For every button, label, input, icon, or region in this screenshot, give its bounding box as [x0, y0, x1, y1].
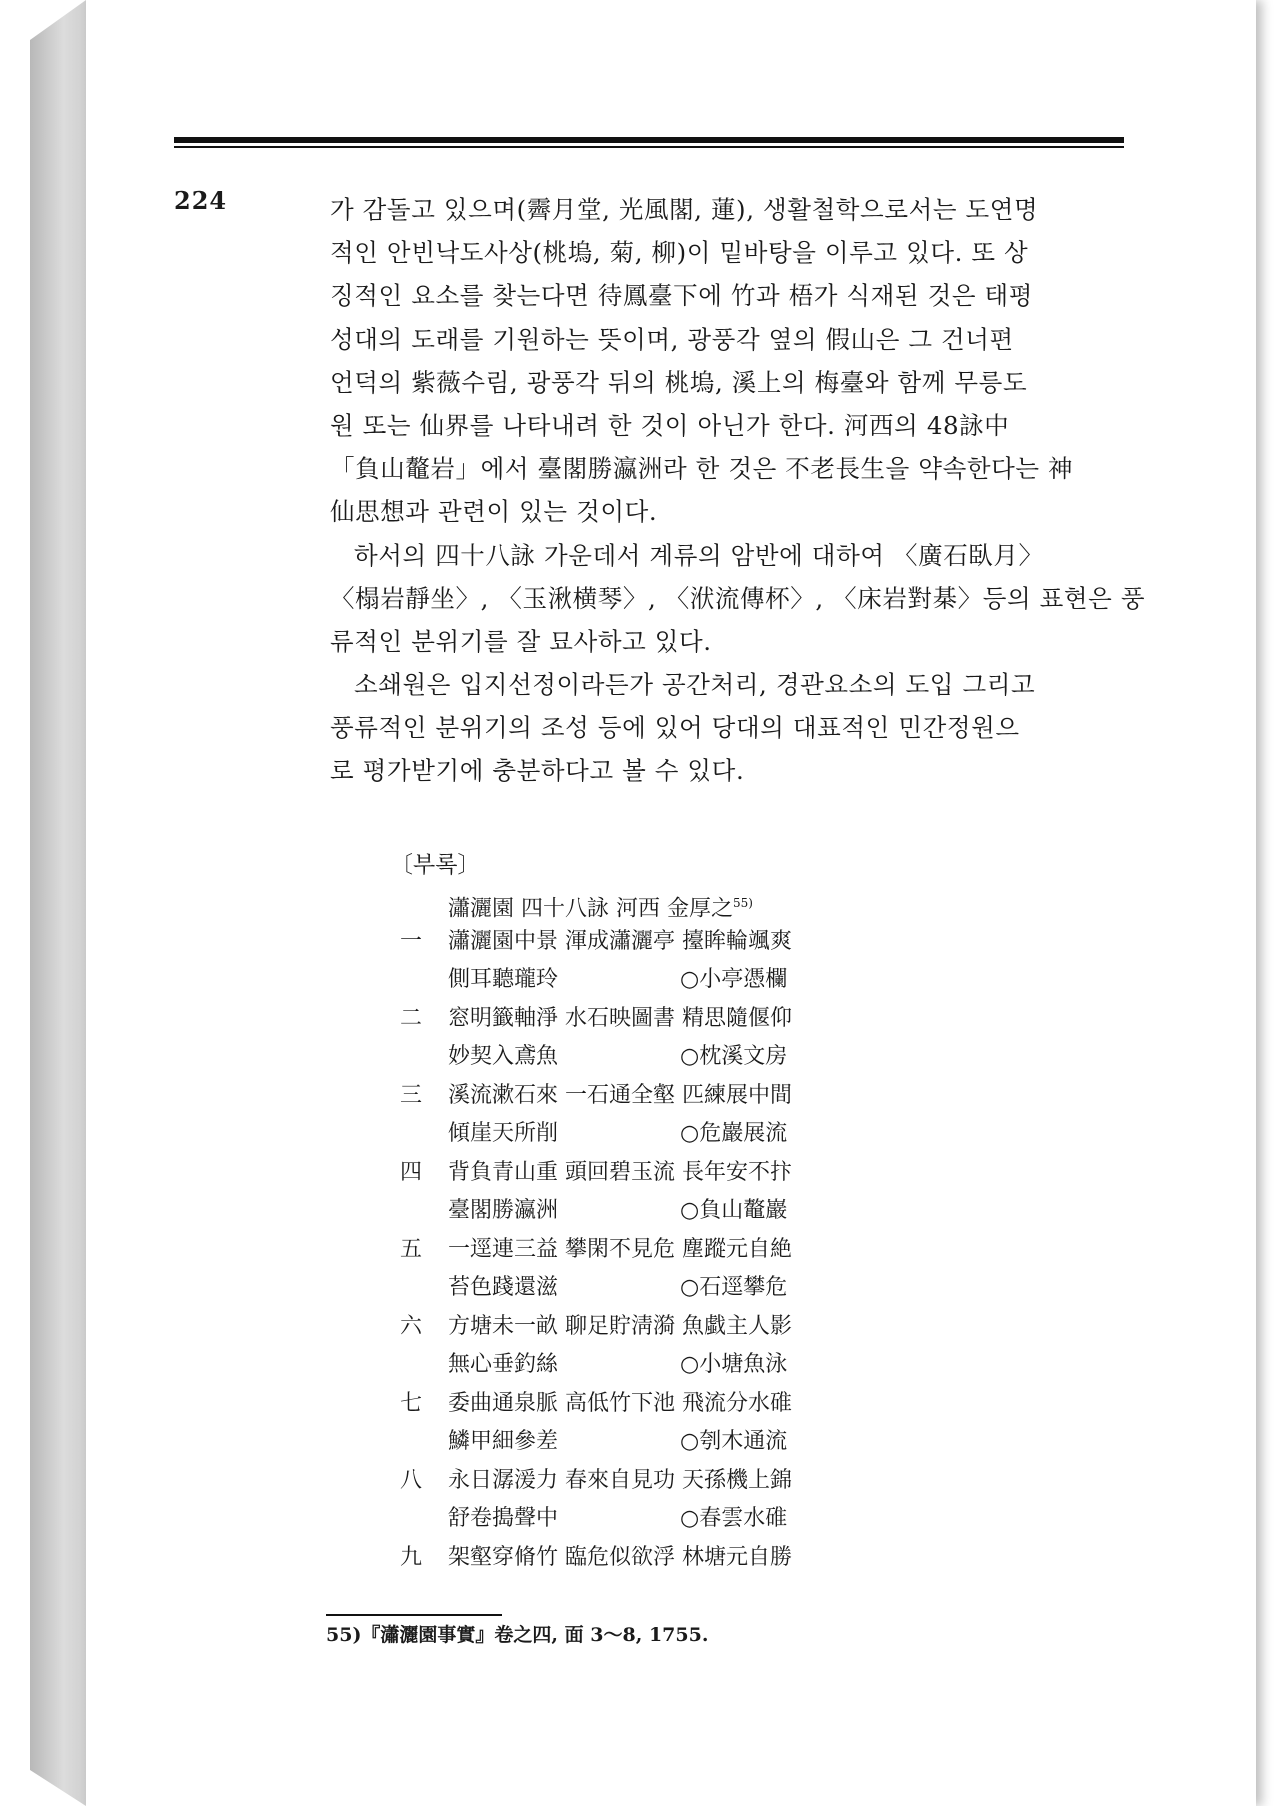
- poem-verse: 傾崖天所削: [448, 1121, 559, 1146]
- poem-line: [390, 1115, 1090, 1154]
- poem-verse: 苔色踐還滋: [448, 1275, 559, 1300]
- poem-verse: 鱗甲細參差: [448, 1429, 559, 1454]
- poem-verse: 舒卷搗聲中: [448, 1506, 559, 1531]
- poem-list: [390, 923, 1090, 1578]
- poem-verse: 方塘未一畝 聊足貯淸漪 魚戱主人影: [448, 1313, 792, 1339]
- body-line: 가 감돌고 있으며(霽月堂, 光風閣, 蓮), 생활철학으로서는 도연명: [330, 195, 1039, 224]
- poem-title: ○枕溪文房: [680, 1044, 788, 1069]
- body-line: 로 평가받기에 충분하다고 볼 수 있다.: [330, 756, 745, 786]
- poem-line: [390, 1154, 1090, 1193]
- poem-line: [390, 1346, 1090, 1385]
- page-number: 224: [174, 186, 228, 215]
- appendix: [390, 846, 1090, 1577]
- poem-line: [390, 1462, 1090, 1501]
- poem-title: ○負山鼇巖: [680, 1198, 788, 1223]
- poem-line: [390, 1385, 1090, 1424]
- poem-verse: 架壑穿脩竹 臨危似欲浮 林塘元自勝: [448, 1544, 792, 1570]
- poem-verse: 側耳聽瓏玲: [448, 967, 559, 992]
- header-rule-thick: [174, 137, 1124, 143]
- body-line: 하서의 四十八詠 가운데서 계류의 암반에 대하여 〈廣石臥月〉: [354, 540, 1044, 570]
- poem-line: [390, 1077, 1090, 1116]
- poem-verse: 瀟灑園中景 渾成瀟灑亭 擡眸輪颯爽: [448, 928, 792, 954]
- appendix-title: 〔부록〕: [390, 852, 481, 878]
- poem-line: [390, 1500, 1090, 1539]
- poem-verse: 委曲通泉脈 高低竹下池 飛流分水碓: [448, 1390, 792, 1416]
- poem-line: [390, 923, 1090, 962]
- body-line: 성대의 도래를 기원하는 뜻이며, 광풍각 옆의 假山은 그 건너편: [330, 324, 1014, 354]
- poem-line: [390, 1539, 1090, 1578]
- poem-verse: 溪流漱石來 一石通全壑 匹練展中間: [448, 1082, 792, 1108]
- footnote-rule: [326, 1614, 502, 1616]
- poem-number: 九: [400, 1544, 423, 1570]
- poem-number: 一: [400, 928, 423, 954]
- poem-verse: 永日潺湲力 春來自見功 天孫機上錦: [448, 1467, 792, 1493]
- poem-line: [390, 1038, 1090, 1077]
- body-line: 적인 안빈낙도사상(桃塢, 菊, 柳)이 밑바탕을 이루고 있다. 또 상: [330, 238, 1029, 268]
- poem-number: 七: [400, 1390, 423, 1416]
- appendix-heading-text: 瀟灑園 四十八詠 河西 金厚之$^{55)}$: [448, 896, 753, 922]
- poem-verse: 臺閣勝瀛洲: [448, 1198, 559, 1223]
- body-line: 仙思想과 관련이 있는 것이다.: [330, 497, 658, 527]
- poem-title: ○刳木通流: [680, 1429, 788, 1454]
- poem-verse: 妙契入鳶魚: [448, 1044, 559, 1069]
- poem-title: ○石逕攀危: [680, 1275, 788, 1300]
- footnote-ref: 55): [732, 896, 753, 910]
- poem-title: ○春雲水碓: [680, 1506, 788, 1531]
- poem-line: [390, 1231, 1090, 1270]
- poem-line: [390, 961, 1090, 1000]
- poem-number: 五: [400, 1236, 423, 1262]
- poem-number: 四: [400, 1159, 423, 1185]
- book-spine: [30, 0, 86, 1806]
- header-rule-thin: [174, 146, 1124, 148]
- footnote: 55)『瀟灑園事實』卷之四, 面 3～8, 1755.: [326, 1624, 709, 1646]
- poem-number: 六: [400, 1313, 423, 1339]
- poem-line: [390, 1308, 1090, 1347]
- poem-title: ○小亭憑欄: [680, 967, 788, 992]
- poem-verse: 無心垂釣絲: [448, 1352, 559, 1377]
- body-line: 소쇄원은 입지선정이라든가 공간처리, 경관요소의 도입 그리고: [354, 670, 1036, 700]
- poem-line: [390, 1000, 1090, 1039]
- poem-verse: 背負青山重 頭回碧玉流 長年安不抃: [448, 1159, 792, 1185]
- poem-number: 二: [400, 1005, 423, 1031]
- poem-title: ○危巖展流: [680, 1121, 788, 1146]
- body-line: 언덕의 紫薇수림, 광풍각 뒤의 桃塢, 溪上의 梅臺와 함께 무릉도: [330, 367, 1028, 397]
- poem-number: 三: [400, 1082, 423, 1108]
- body-line: 풍류적인 분위기의 조성 등에 있어 당대의 대표적인 민간정원으: [330, 713, 1020, 743]
- poem-line: [390, 1269, 1090, 1308]
- body-line: 징적인 요소를 찾는다면 待鳳臺下에 竹과 梧가 식재된 것은 태평: [330, 281, 1034, 311]
- poem-line: [390, 1192, 1090, 1231]
- appendix-heading: [390, 884, 1090, 923]
- body-line: 〈榻岩靜坐〉, 〈玉湫横琴〉, 〈洑流傳杯〉, 〈床岩對棊〉등의 표현은 풍: [330, 583, 1146, 613]
- body-line: 「負山鼇岩」에서 臺閣勝瀛洲라 한 것은 不老長生을 약속한다는 神: [330, 454, 1074, 484]
- poem-line: [390, 1423, 1090, 1462]
- poem-title: ○小塘魚泳: [680, 1352, 788, 1377]
- poem-verse: 一逕連三益 攀閑不見危 塵蹤元自絶: [448, 1236, 792, 1262]
- poem-verse: 窓明籤軸淨 水石映圖書 精思隨偃仰: [448, 1005, 792, 1031]
- body-line: 원 또는 仙界를 나타내려 한 것이 아닌가 한다. 河西의 48詠中: [330, 410, 1010, 440]
- poem-number: 八: [400, 1467, 423, 1493]
- body-text: [330, 188, 1146, 793]
- body-line: 류적인 분위기를 잘 묘사하고 있다.: [330, 626, 712, 656]
